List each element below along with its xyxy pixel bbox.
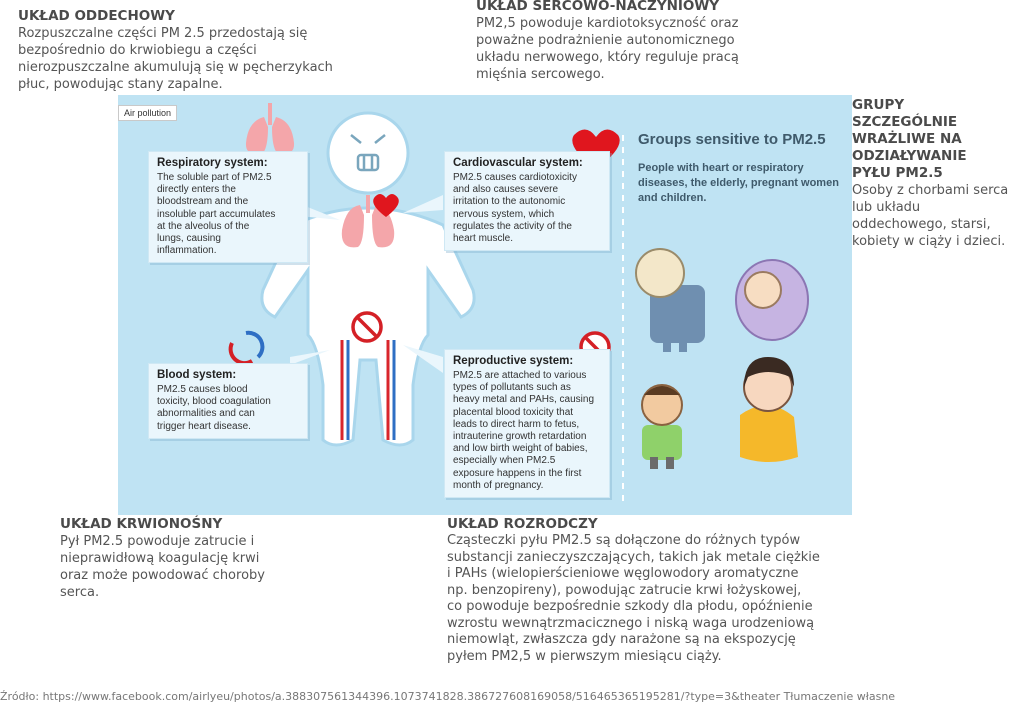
- pl-respiratory-block: [18, 8, 378, 93]
- pl-reproductive-text: Cząsteczki pyłu PM2.5 są dołączone do różnych typów substancji zanieczyszczających, takich jak metale ciężkie i PAHs (wielopierścieniowe węglowodory aromatyczne np. benzopireny), powodując zatrucie krwi łożyskowej, co powoduje bezpośrednie szkody dla płodu, opóźnienie wzrostu wewnątrzmacicznego i niską waga urodzeniową niemowląt, zwłaszcza gdy narażone są na ekspozycję pyłem PM2,5 w pierwszym miesiącu ciąży.: [447, 533, 820, 664]
- source-credit: Źródło: https://www.facebook.com/airlyeu/photos/a.388307561344396.1073741828.386727608169058/516465365195281/?type=3&theater Tłumaczenie własne: [0, 690, 896, 703]
- blood-callout-title: Blood system:: [157, 369, 237, 381]
- pl-groups-title: GRUPY SZCZEGÓLNIE WRAŻLIWE NA ODZIAŁYWANIE PYŁU PM2.5: [852, 97, 967, 181]
- pl-reproductive-title: UKŁAD ROZRODCZY: [447, 516, 598, 532]
- pl-groups-block: [852, 97, 1024, 250]
- pl-blood-title: UKŁAD KRWIONOŚNY: [60, 516, 223, 532]
- blood-callout: [148, 363, 308, 439]
- groups-text: People with heart or respiratory diseases, the elderly, pregnant women and children.: [638, 162, 839, 204]
- lungs-icon-top: [246, 103, 294, 154]
- pl-respiratory-text: Rozpuszczalne części PM 2.5 przedostają się bezpośrednio do krwiobiegu a części nierozpuszczalne akumulują się w pęcherzykach płuc, powodując stany zapalne.: [18, 26, 333, 92]
- air-pollution-tag: Air pollution: [118, 105, 177, 121]
- cardiovascular-callout: [444, 151, 610, 251]
- reproductive-callout: [444, 349, 610, 498]
- cardiovascular-callout-text: PM2.5 causes cardiotoxicity and also causes severe irritation to the autonomic nervous system, which regulates the activity of the heart muscle.: [453, 172, 577, 245]
- pl-cardiovascular-block: [476, 0, 836, 83]
- head-shape: [328, 113, 408, 193]
- groups-title: Groups sensitive to PM2.5: [638, 131, 826, 148]
- pl-blood-text: Pył PM2.5 powoduje zatrucie i nieprawidłową koagulację krwi oraz może powodować choroby serca.: [60, 534, 265, 600]
- respiratory-callout-text: The soluble part of PM2.5 directly enters the bloodstream and the insoluble part accumulates at the alveolus of the lungs, causing inflammation.: [157, 172, 276, 257]
- blood-callout-text: PM2.5 causes blood toxicity, blood coagulation abnormalities and can trigger heart disease.: [157, 384, 271, 432]
- reproductive-callout-title: Reproductive system:: [453, 355, 574, 367]
- reproductive-callout-text: PM2.5 are attached to various types of pollutants such as heavy metal and PAHs, causing placental blood toxicity that leads to direct harm to fetus, intrauterine growth retardation and low birth weight of babies, especially when PM2.5 exposure happens in the first month of pregnancy.: [453, 370, 595, 491]
- cardiovascular-callout-title: Cardiovascular system:: [453, 157, 583, 169]
- pl-reproductive-block: [447, 516, 867, 665]
- respiratory-callout: [148, 151, 308, 263]
- elderly-person-icon: [636, 249, 705, 352]
- pl-groups-text: Osoby z chorbami serca lub układu oddechowego, starsi, kobiety w ciąży i dzieci.: [852, 183, 1009, 249]
- infographic-panel: [118, 95, 852, 515]
- pl-blood-block: [60, 516, 360, 601]
- circulation-icon: [231, 333, 263, 363]
- no-sign-icon: [353, 313, 381, 341]
- pregnant-woman-icon: [740, 357, 798, 462]
- pl-cardiovascular-title: UKŁAD SERCOWO-NACZYNIOWY: [476, 0, 720, 14]
- pl-cardiovascular-text: PM2,5 powoduje kardiotoksyczność oraz poważne podrażnienie autonomicznego układu nerwowego, który reguluje pracą mięśnia sercowego.: [476, 16, 739, 82]
- baby-icon: [736, 260, 808, 340]
- child-icon: [642, 385, 682, 469]
- respiratory-callout-title: Respiratory system:: [157, 157, 268, 169]
- pl-respiratory-title: UKŁAD ODDECHOWY: [18, 8, 175, 24]
